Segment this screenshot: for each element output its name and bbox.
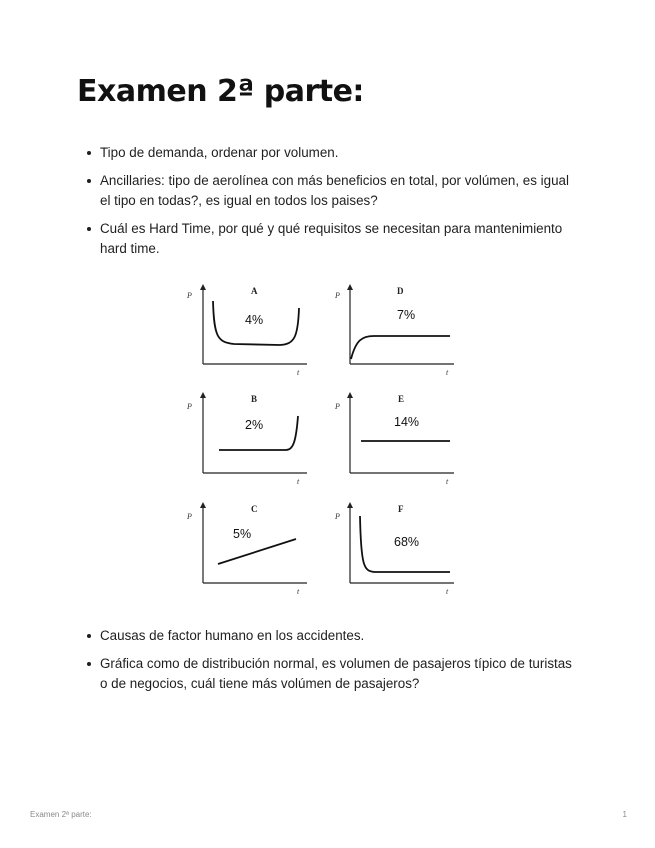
list-item: Ancillaries: tipo de aerolínea con más beneficios en total, por volúmen, es igual el tipo en todas?, es igual en todos los paises? <box>100 171 580 211</box>
list-item: Cuál es Hard Time, por qué y qué requisitos se necesitan para mantenimiento hard time. <box>100 219 580 259</box>
axis-y-label: P <box>187 291 192 300</box>
panel-d <box>334 286 454 377</box>
axis-y-label: P <box>335 512 340 521</box>
panel-percent: 7% <box>397 308 416 322</box>
panel-label: F <box>398 504 404 514</box>
axis-x-label: t <box>297 477 300 486</box>
panel-c <box>186 504 307 596</box>
panel-f <box>334 504 454 596</box>
panel-label: E <box>398 394 405 404</box>
failure-curve <box>218 539 296 564</box>
axis-x-label: t <box>297 368 300 377</box>
panel-label: C <box>251 504 258 514</box>
panel-label: D <box>397 286 404 296</box>
axis-y-label: P <box>335 402 340 411</box>
failure-patterns-figure <box>172 278 472 604</box>
page-number: 1 <box>622 810 627 819</box>
panel-percent: 68% <box>394 535 420 549</box>
panel-percent: 2% <box>245 418 264 432</box>
axis-y-label: P <box>335 291 340 300</box>
bullet-list-bottom <box>100 626 580 702</box>
axis-y-label: P <box>187 512 192 521</box>
list-item: Causas de factor humano en los accidentes. <box>100 626 580 646</box>
panel-percent: 4% <box>245 313 264 327</box>
panel-label: A <box>251 286 258 296</box>
axis-x-label: t <box>446 477 449 486</box>
axis-x-label: t <box>446 587 449 596</box>
axis-y-label: P <box>187 402 192 411</box>
panel-e <box>334 394 454 486</box>
panel-b <box>186 394 307 486</box>
footer-title: Examen 2ª parte: <box>30 810 92 819</box>
failure-curve <box>351 336 450 359</box>
list-item: Tipo de demanda, ordenar por volumen. <box>100 143 580 163</box>
axis-x-label: t <box>446 368 449 377</box>
axis-x-label: t <box>297 587 300 596</box>
panel-percent: 14% <box>394 415 420 429</box>
list-item: Gráfica como de distribución normal, es volumen de pasajeros típico de turistas o de negocios, cuál tiene más volúmen de pasajeros? <box>100 654 580 694</box>
panel-label: B <box>251 394 258 404</box>
bullet-list-top <box>100 143 580 267</box>
page-title: Examen 2ª parte: <box>77 74 364 109</box>
panel-percent: 5% <box>233 527 252 541</box>
panel-a <box>186 286 307 377</box>
